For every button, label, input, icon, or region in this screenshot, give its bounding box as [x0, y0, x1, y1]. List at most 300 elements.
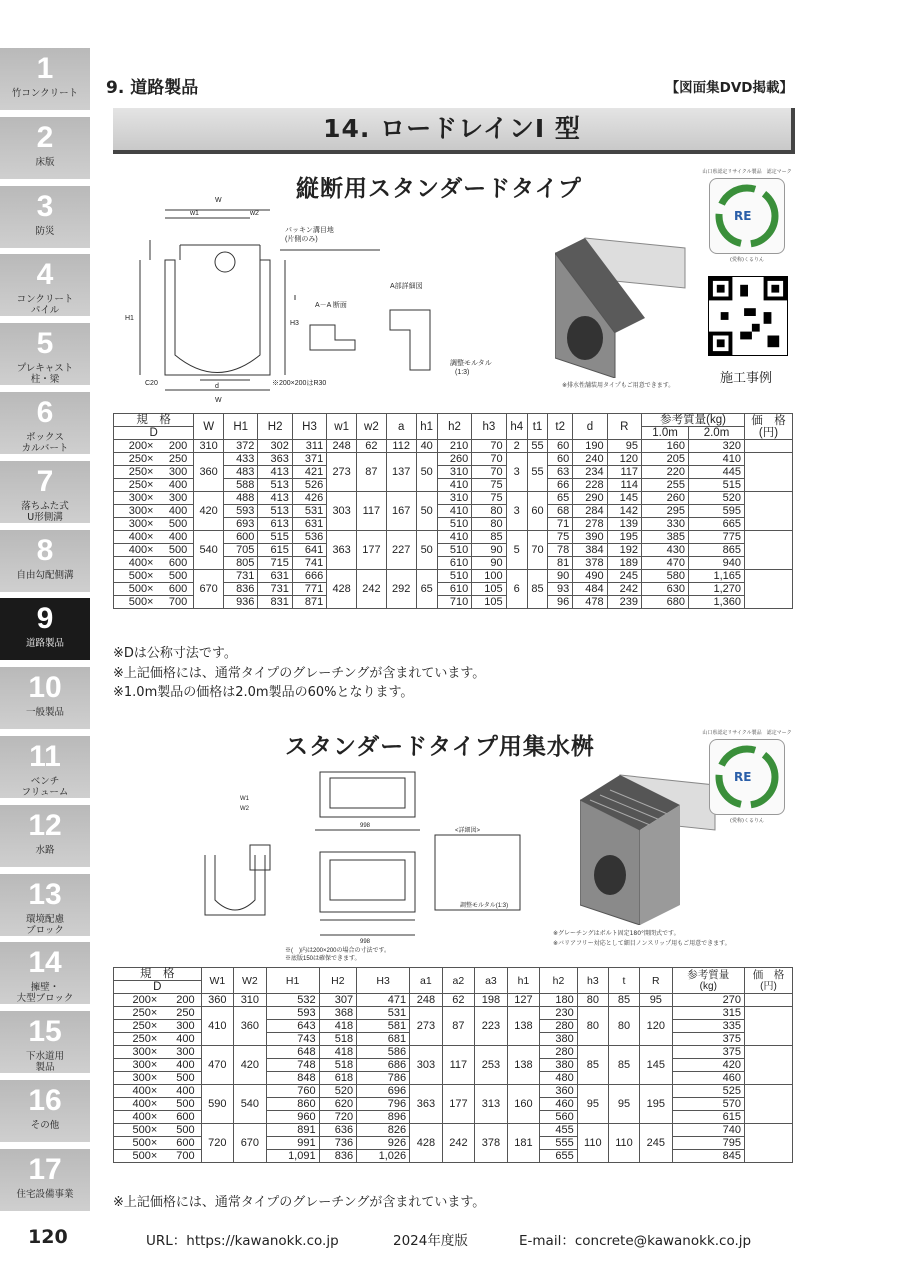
- table-cell: 848: [266, 1072, 319, 1085]
- footer-email[interactable]: E-mail：concrete@kawanokk.co.jp: [519, 1233, 752, 1249]
- table-cell: 860: [266, 1098, 319, 1111]
- chapter-tab-4[interactable]: [0, 254, 90, 316]
- product-photo-2: [580, 765, 720, 925]
- svg-text:パッキン溝目地: パッキン溝目地: [285, 227, 334, 234]
- table-cell: 743: [266, 1033, 319, 1046]
- table-cell: 620: [319, 1098, 357, 1111]
- table-cell: 586: [357, 1046, 410, 1059]
- table-cell: 138: [507, 1046, 540, 1085]
- table-cell: 826: [357, 1124, 410, 1137]
- table-cell: 112: [386, 440, 416, 453]
- table-header: [475, 968, 508, 994]
- table-header: [608, 968, 639, 994]
- chapter-tab-8[interactable]: [0, 530, 90, 592]
- table-cell: 478: [573, 596, 607, 609]
- chapter-label: 落ちふた式 U形側溝: [21, 500, 69, 523]
- chapter-label: 自由勾配側溝: [16, 569, 74, 581]
- table-cell: 250×: [114, 453, 156, 466]
- table-cell: 595: [689, 505, 745, 518]
- table-cell: 248: [410, 994, 443, 1007]
- table-cell: 410: [437, 505, 471, 518]
- spec-table-2: [113, 967, 793, 1163]
- table-cell: 570: [672, 1098, 744, 1111]
- table-cell: 87: [357, 453, 387, 492]
- table-cell: 760: [266, 1085, 319, 1098]
- table-cell: 670: [234, 1124, 267, 1163]
- table-cell: 696: [357, 1085, 410, 1098]
- table-cell: 670: [194, 570, 224, 609]
- table-cell: 245: [640, 1124, 673, 1163]
- table-cell: 400×: [114, 557, 156, 570]
- table-cell: 400×: [114, 1098, 160, 1111]
- table-cell: 70: [472, 466, 506, 479]
- table-cell: 192: [607, 544, 641, 557]
- table-cell: [745, 531, 793, 570]
- table-cell: 273: [410, 1007, 443, 1046]
- chapter-number: 1: [36, 52, 54, 85]
- table-header-line: (kg): [699, 980, 717, 992]
- table-cell: 936: [224, 596, 258, 609]
- chapter-tab-15[interactable]: [0, 1011, 90, 1073]
- table-cell: 500: [159, 1072, 201, 1085]
- table-cell: 300: [155, 492, 193, 505]
- table-cell: 641: [292, 544, 326, 557]
- table-cell: 360: [194, 453, 224, 492]
- chapter-tab-13[interactable]: [0, 874, 90, 936]
- table-cell: 80: [577, 1007, 608, 1046]
- table-header: [201, 968, 234, 994]
- svg-text:998: 998: [360, 939, 371, 945]
- table-cell: 200: [159, 994, 201, 1007]
- table-cell: 378: [475, 1124, 508, 1163]
- table-cell: 428: [410, 1124, 443, 1163]
- table-cell: 313: [475, 1085, 508, 1124]
- table-cell: 62: [442, 994, 475, 1007]
- chapter-number: 3: [36, 189, 54, 223]
- spec-table-1: [113, 413, 793, 609]
- chapter-label: ベンチ フリューム: [21, 775, 69, 798]
- photo-note-1: ※排水性舗装用タイプもご用意できます。: [562, 382, 675, 389]
- chapter-label: 水路: [35, 844, 55, 856]
- table-cell: 526: [292, 479, 326, 492]
- table-cell: 371: [292, 453, 326, 466]
- table-cell: 588: [224, 479, 258, 492]
- product-banner: 14. ロードレインⅠ 型: [113, 108, 795, 154]
- table-cell: 1,360: [689, 596, 745, 609]
- table-cell: 303: [410, 1046, 443, 1085]
- table-cell: 95: [607, 440, 641, 453]
- table-cell: 320: [689, 440, 745, 453]
- table-cell: [745, 1007, 793, 1046]
- table-cell: 896: [357, 1111, 410, 1124]
- table-cell: 736: [319, 1137, 357, 1150]
- table-cell: 410: [437, 479, 471, 492]
- photo-note-2b: ※バリアフリー対応として細目ノンスリップ用もご用意できます。: [553, 940, 731, 947]
- table-header: R: [607, 414, 641, 440]
- chapter-label: 住宅設備事業: [16, 1188, 74, 1200]
- table-cell: 310: [437, 492, 471, 505]
- table-cell: 2: [506, 440, 527, 453]
- svg-text:W: W: [215, 397, 222, 404]
- table-cell: 310: [194, 440, 224, 453]
- chapter-number: 2: [36, 120, 54, 154]
- table-cell: 600: [155, 583, 193, 596]
- table-cell: 400: [155, 479, 193, 492]
- chapter-label: 一般製品: [25, 707, 64, 719]
- table-cell: 488: [224, 492, 258, 505]
- table-cell: 510: [437, 544, 471, 557]
- table-cell: 227: [386, 531, 416, 570]
- table-cell: 260: [437, 453, 471, 466]
- table-cell: 60: [548, 453, 573, 466]
- table-cell: 250×: [114, 1033, 160, 1046]
- footnote: ※上記価格には、通常タイプのグレーチングが含まれています。: [113, 1195, 486, 1210]
- table-cell: 372: [224, 440, 258, 453]
- svg-text:<詳細図>: <詳細図>: [455, 828, 481, 834]
- table-cell: 181: [507, 1124, 540, 1163]
- chapter-number: 8: [36, 533, 54, 567]
- table-cell: 167: [386, 492, 416, 531]
- table-cell: 500×: [114, 583, 156, 596]
- svg-text:C20: C20: [145, 380, 158, 387]
- chapter-tab-7[interactable]: [0, 461, 90, 523]
- table-cell: 513: [258, 479, 292, 492]
- chapter-label: コンクリート パイル: [16, 294, 74, 317]
- chapter-tab-9[interactable]: [0, 598, 90, 660]
- table-cell: 200: [155, 440, 193, 453]
- table-cell: 68: [548, 505, 573, 518]
- table-cell: 117: [357, 492, 387, 531]
- table-cell: 70: [472, 453, 506, 466]
- chapter-label: 下水道用 製品: [25, 1051, 64, 1074]
- table-cell: 741: [292, 557, 326, 570]
- table-cell: 315: [672, 1007, 744, 1020]
- table-cell: 871: [292, 596, 326, 609]
- table-row: [114, 570, 793, 583]
- table-cell: 891: [266, 1124, 319, 1137]
- table-header: [442, 968, 475, 994]
- svg-text:※200×200はR30: ※200×200はR30: [272, 380, 327, 387]
- table-cell: 85: [577, 1046, 608, 1085]
- svg-text:RE: RE: [734, 209, 752, 223]
- table-header: h4: [506, 414, 527, 440]
- table-cell: 93: [548, 583, 573, 596]
- price-unit: (円): [758, 426, 779, 439]
- table-cell: 81: [548, 557, 573, 570]
- footer-url[interactable]: URL：https://kawanokk.co.jp: [146, 1233, 339, 1249]
- table-header: [672, 968, 744, 994]
- table-cell: 3: [506, 453, 527, 492]
- table-cell: 127: [507, 994, 540, 1007]
- table-cell: 110: [608, 1124, 639, 1163]
- table-cell: 311: [292, 440, 326, 453]
- table-cell: 631: [292, 518, 326, 531]
- table-cell: 410: [689, 453, 745, 466]
- table-cell: 805: [224, 557, 258, 570]
- chapter-tab-17[interactable]: [0, 1149, 90, 1211]
- table-cell: 748: [266, 1059, 319, 1072]
- table-cell: 280: [540, 1020, 578, 1033]
- table-cell: 189: [607, 557, 641, 570]
- table-cell: 418: [319, 1020, 357, 1033]
- table-cell: 421: [292, 466, 326, 479]
- table-cell: 420: [194, 492, 224, 531]
- table-header: [745, 414, 793, 440]
- table-cell: [745, 994, 793, 1007]
- chapter-tab-1[interactable]: [0, 48, 90, 110]
- table-cell: 631: [258, 570, 292, 583]
- recycle-mark-caption: 山口県認定リサイクル製品 認定マーク: [702, 169, 792, 175]
- svg-text:A部詳細図: A部詳細図: [390, 283, 423, 290]
- table-cell: 139: [607, 518, 641, 531]
- table-cell: 715: [258, 557, 292, 570]
- table-cell: 500×: [114, 1124, 160, 1137]
- table-cell: 665: [689, 518, 745, 531]
- table-row: [114, 1046, 793, 1059]
- table-cell: 105: [472, 583, 506, 596]
- chapter-number: 9: [36, 602, 54, 636]
- table-cell: 460: [540, 1098, 578, 1111]
- photo-note-2a: ※グレーチングはボルト固定180°開閉式です。: [553, 930, 680, 937]
- table-header-line: a3: [485, 974, 497, 987]
- table-header-line: W2: [241, 974, 258, 987]
- table-cell: 580: [642, 570, 689, 583]
- footnote: ※上記価格には、通常タイプのグレーチングが含まれています。: [113, 665, 486, 681]
- table-cell: 60: [548, 440, 573, 453]
- table-cell: 250×: [114, 1020, 160, 1033]
- table-cell: 300×: [114, 492, 156, 505]
- table-cell: 55: [527, 440, 547, 453]
- table-cell: 518: [319, 1059, 357, 1072]
- table-cell: 1,165: [689, 570, 745, 583]
- chapter-number: 7: [36, 464, 54, 498]
- table-cell: 363: [410, 1085, 443, 1124]
- table-cell: 223: [475, 1007, 508, 1046]
- footnote: ※Dは公称寸法です。: [113, 646, 237, 661]
- table-cell: 600: [159, 1137, 201, 1150]
- svg-text:RE: RE: [734, 770, 752, 784]
- table-cell: 205: [642, 453, 689, 466]
- table-cell: 643: [266, 1020, 319, 1033]
- table-cell: 400×: [114, 531, 156, 544]
- table-cell: 245: [607, 570, 641, 583]
- table-header-line: h3: [586, 974, 599, 987]
- table-header-line: 参考質量: [687, 968, 730, 981]
- table-header: [410, 968, 443, 994]
- table-cell: 445: [689, 466, 745, 479]
- svg-text:(片側のみ): (片側のみ): [285, 236, 318, 243]
- table-row: [114, 1007, 793, 1020]
- table-cell: 87: [442, 1007, 475, 1046]
- table-cell: 138: [507, 1007, 540, 1046]
- table-cell: 380: [540, 1059, 578, 1072]
- table-cell: 195: [607, 531, 641, 544]
- table-cell: 195: [640, 1085, 673, 1124]
- table-cell: 335: [672, 1020, 744, 1033]
- table-cell: 60: [527, 492, 547, 531]
- recycle-icon: [709, 739, 785, 815]
- table-cell: 250: [159, 1007, 201, 1020]
- table-cell: 368: [319, 1007, 357, 1020]
- table-cell: 90: [472, 544, 506, 557]
- table-cell: 680: [642, 596, 689, 609]
- table-row: [114, 994, 793, 1007]
- table-cell: 80: [577, 994, 608, 1007]
- qr-code-icon[interactable]: [708, 276, 788, 356]
- table-cell: 75: [548, 531, 573, 544]
- dvd-badge: 【図面集DVD掲載】: [665, 80, 793, 96]
- table-header: [640, 968, 673, 994]
- table-cell: 593: [266, 1007, 319, 1020]
- table-cell: 390: [573, 531, 607, 544]
- table-cell: 50: [416, 453, 437, 492]
- table-header-line: (円): [760, 980, 777, 992]
- table-cell: 75: [472, 492, 506, 505]
- table-cell: 500×: [114, 1150, 160, 1163]
- table-cell: 117: [442, 1046, 475, 1085]
- table-cell: 420: [672, 1059, 744, 1072]
- table-cell: 228: [573, 479, 607, 492]
- table-cell: 120: [640, 1007, 673, 1046]
- table-header: D: [114, 981, 202, 994]
- table-cell: 105: [472, 596, 506, 609]
- table-cell: 500: [155, 544, 193, 557]
- chapter-label: 床版: [35, 156, 55, 168]
- table-cell: 720: [201, 1124, 234, 1163]
- table-cell: 230: [540, 1007, 578, 1020]
- table-header-line: h2: [552, 974, 565, 987]
- table-cell: 307: [319, 994, 357, 1007]
- table-header-line: t: [622, 974, 626, 987]
- table-cell: 786: [357, 1072, 410, 1085]
- svg-text:※( )内は200×200の場合の寸法です。: ※( )内は200×200の場合の寸法です。: [285, 948, 391, 954]
- svg-text:998: 998: [360, 823, 371, 829]
- chapter-label: 竹コンクリート: [11, 88, 79, 99]
- chapter-tab-16[interactable]: [0, 1080, 90, 1142]
- table-cell: 610: [437, 557, 471, 570]
- table-cell: 95: [577, 1085, 608, 1124]
- chapter-tab-6[interactable]: [0, 392, 90, 454]
- table-cell: 363: [327, 531, 357, 570]
- recycle-mark-1: [702, 168, 792, 263]
- table-cell: 114: [607, 479, 641, 492]
- table-cell: 142: [607, 505, 641, 518]
- table-cell: 540: [234, 1085, 267, 1124]
- table-cell: 600: [224, 531, 258, 544]
- table-cell: 510: [437, 518, 471, 531]
- svg-text:W: W: [215, 197, 222, 204]
- footer-year: 2024年度版: [393, 1233, 468, 1249]
- price-header: 価 格: [751, 414, 786, 427]
- chapter-tab-2[interactable]: [0, 117, 90, 179]
- table-row: [114, 492, 793, 505]
- table-cell: 610: [437, 583, 471, 596]
- table-cell: 613: [258, 518, 292, 531]
- table-cell: 615: [672, 1111, 744, 1124]
- table-cell: 960: [266, 1111, 319, 1124]
- table-cell: 426: [292, 492, 326, 505]
- chapter-number: 16: [28, 1083, 62, 1117]
- chapter-label: その他: [30, 1119, 60, 1131]
- table-cell: 63: [548, 466, 573, 479]
- table-cell: 515: [258, 531, 292, 544]
- table-cell: 255: [642, 479, 689, 492]
- table-cell: 90: [472, 557, 506, 570]
- table-cell: 400×: [114, 1085, 160, 1098]
- chapter-tab-10[interactable]: [0, 667, 90, 729]
- table-cell: 865: [689, 544, 745, 557]
- table-cell: 40: [416, 440, 437, 453]
- table-cell: 200×: [114, 440, 156, 453]
- table-cell: 65: [548, 492, 573, 505]
- table-cell: 666: [292, 570, 326, 583]
- table-cell: 500: [159, 1124, 201, 1137]
- table-header: h3: [472, 414, 506, 440]
- table-cell: 413: [258, 466, 292, 479]
- table-cell: 248: [327, 440, 357, 453]
- table-header: t2: [548, 414, 573, 440]
- table-cell: 273: [327, 453, 357, 492]
- table-row: [114, 453, 793, 466]
- chapter-number: 6: [36, 395, 54, 429]
- table-cell: 536: [292, 531, 326, 544]
- table-cell: 720: [319, 1111, 357, 1124]
- table-cell: 90: [548, 570, 573, 583]
- installation-example-label: 施工事例: [720, 371, 773, 386]
- table-cell: 360: [201, 994, 234, 1007]
- table-cell: 796: [357, 1098, 410, 1111]
- recycle-mark-caption: 山口県認定リサイクル製品 認定マーク: [702, 730, 792, 736]
- chapter-tab-11[interactable]: [0, 736, 90, 798]
- table-header: [357, 968, 410, 994]
- table-cell: 531: [357, 1007, 410, 1020]
- section-title: 9. 道路製品: [106, 78, 199, 98]
- table-header-line: R: [652, 974, 660, 987]
- table-header: W: [194, 414, 224, 440]
- chapter-tab-3[interactable]: [0, 186, 90, 248]
- chapter-number: 14: [28, 946, 62, 980]
- table-cell: 500: [155, 518, 193, 531]
- table-cell: 242: [442, 1124, 475, 1163]
- table-cell: 430: [642, 544, 689, 557]
- table-cell: 525: [672, 1085, 744, 1098]
- table-cell: 300: [159, 1046, 201, 1059]
- table-cell: 62: [357, 440, 387, 453]
- table-header: w1: [327, 414, 357, 440]
- table-cell: 500: [159, 1098, 201, 1111]
- recycle-mark-nickname: (愛称)くるりん: [730, 257, 764, 263]
- table-row: [114, 440, 793, 453]
- table-cell: 360: [540, 1085, 578, 1098]
- table-cell: 470: [201, 1046, 234, 1085]
- table-cell: 686: [357, 1059, 410, 1072]
- table-cell: 795: [672, 1137, 744, 1150]
- table-cell: 593: [224, 505, 258, 518]
- table-cell: 513: [258, 505, 292, 518]
- table-cell: [745, 1124, 793, 1163]
- table-cell: 250: [155, 453, 193, 466]
- svg-text:w1: w1: [190, 210, 199, 217]
- table-cell: 300×: [114, 518, 156, 531]
- chapter-tab-5[interactable]: [0, 323, 90, 385]
- table-cell: 518: [319, 1033, 357, 1046]
- table-cell: 310: [234, 994, 267, 1007]
- table-cell: 80: [472, 518, 506, 531]
- table-cell: 300×: [114, 1072, 160, 1085]
- chapter-tab-14[interactable]: [0, 942, 90, 1004]
- chapter-tab-12[interactable]: [0, 805, 90, 867]
- table-row: [114, 1124, 793, 1137]
